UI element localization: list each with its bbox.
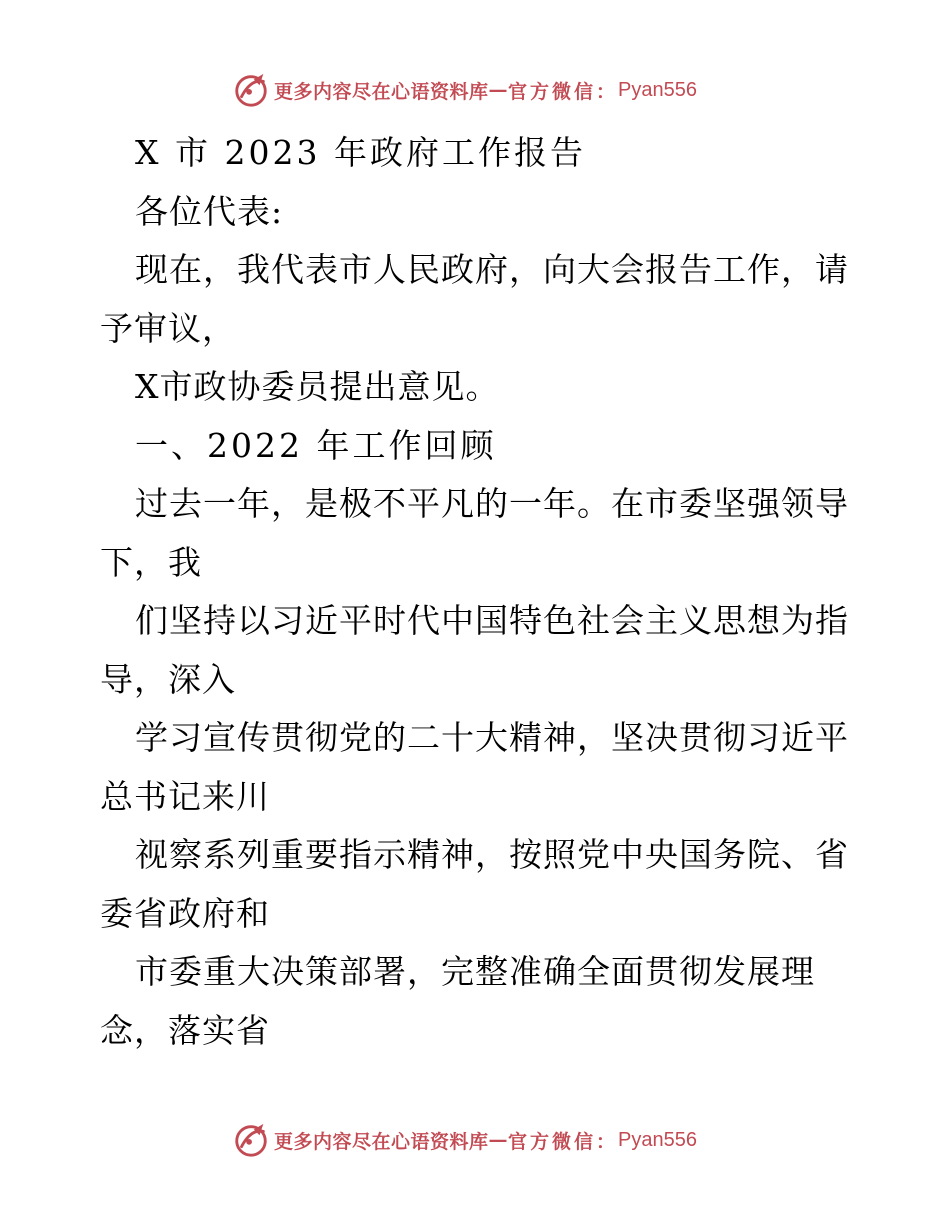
watermark-wechat-id: Pyan556 [618,1128,697,1151]
watermark-main-text: 更多内容尽在心语资料库 [274,80,489,103]
header-watermark [232,70,697,110]
paragraph: 学习宣传贯彻党的二十大精神，坚决贯彻习近平总书记来川 [100,718,849,816]
paragraph: 过去一年，是极不平凡的一年。在市委坚强领导下，我 [100,484,849,582]
pen-swirl-logo-icon [232,71,270,109]
section-heading: 一、2022 年工作回顾 [135,425,497,465]
watermark-dash: — [488,79,509,101]
paragraph: 们坚持以习近平时代中国特色社会主义思想为指导，深入 [100,601,849,699]
watermark-wechat-label: 官方微信： [508,1130,619,1153]
report-title: X 市 2023 年政府工作报告 [135,133,586,172]
paragraph: 市委重大决策部署，完整准确全面贯彻发展理念，落实省 [100,952,815,1050]
paragraph: 视察系列重要指示精神，按照党中央国务院、省委省政府和 [100,835,849,933]
watermark-main-text: 更多内容尽在心语资料库 [274,1130,489,1153]
document-body [100,124,852,1060]
paragraph: X市政协委员提出意见。 [135,367,500,406]
watermark-wechat-label: 官方微信： [508,80,619,103]
watermark-wechat-id: Pyan556 [618,78,697,101]
watermark-dash: — [488,1129,509,1151]
footer-watermark [232,1120,697,1160]
paragraph: 现在，我代表市人民政府，向大会报告工作，请予审议， [100,250,849,348]
pen-swirl-logo-icon [232,1121,270,1159]
salutation: 各位代表: [135,191,284,231]
